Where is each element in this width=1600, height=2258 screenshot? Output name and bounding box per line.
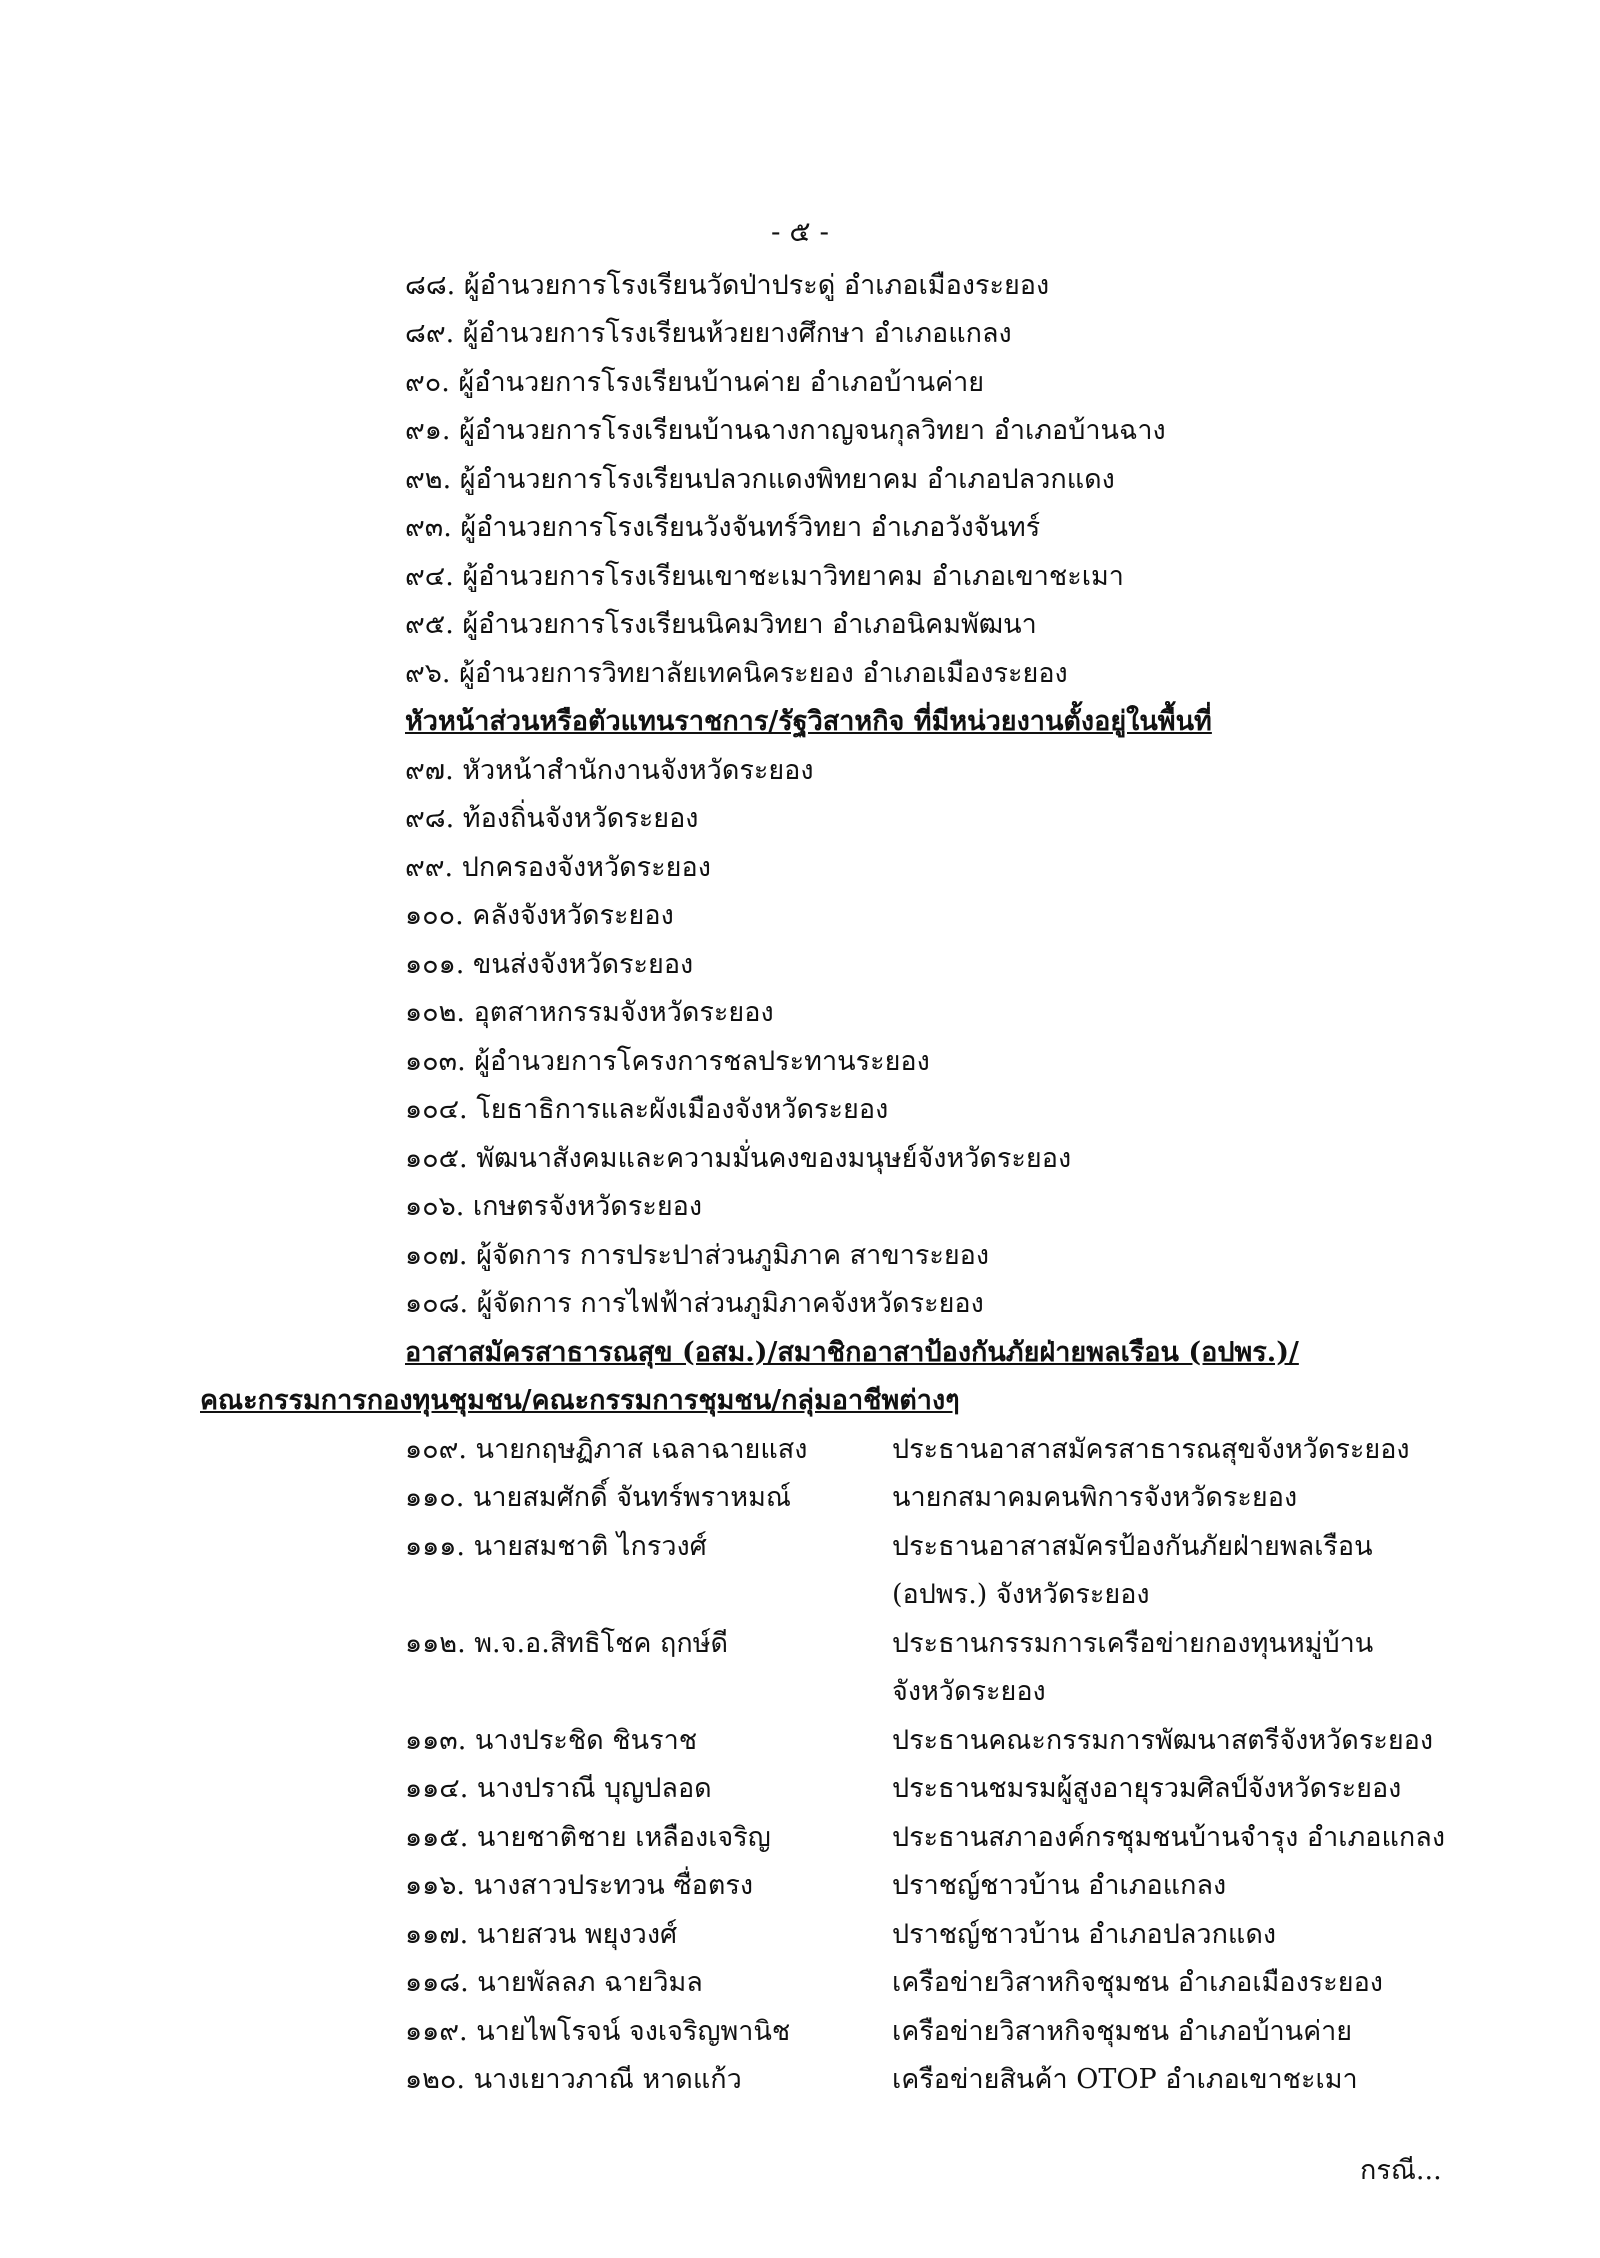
- member-role: เครือข่ายวิสาหกิจชุมชน อำเภอเมืองระยอง: [892, 1967, 1383, 1998]
- list-item: ๘๙. ผู้อำนวยการโรงเรียนห้วยยางศึกษา อำเภอแกลง: [405, 318, 1012, 349]
- page-number: - ๕ -: [771, 215, 829, 248]
- member-name: ๑๑๓. นางประชิด ชินราช: [405, 1725, 698, 1756]
- section-heading: หัวหน้าส่วนหรือตัวแทนราชการ/รัฐวิสาหกิจ ที่มีหน่วยงานตั้งอยู่ในพื้นที่: [405, 706, 1212, 737]
- member-name: ๑๑๔. นางปราณี บุญปลอด: [405, 1773, 712, 1804]
- member-role: ประธานอาสาสมัครสาธารณสุขจังหวัดระยอง: [892, 1434, 1410, 1465]
- member-role: นายกสมาคมคนพิการจังหวัดระยอง: [892, 1482, 1298, 1513]
- member-name: ๑๑๙. นายไพโรจน์ จงเจริญพานิช: [405, 2016, 791, 2047]
- list-item: ๙๘. ท้องถิ่นจังหวัดระยอง: [405, 803, 699, 834]
- member-name: ๑๑๐. นายสมศักดิ์ จันทร์พราหมณ์: [405, 1482, 791, 1513]
- continuation-footer: กรณี...: [1360, 2155, 1442, 2186]
- member-name: ๑๑๖. นางสาวประทวน ซื่อตรง: [405, 1870, 754, 1901]
- member-name: ๑๑๕. นายชาติชาย เหลืองเจริญ: [405, 1822, 771, 1853]
- list-item: ๙๐. ผู้อำนวยการโรงเรียนบ้านค่าย อำเภอบ้านค่าย: [405, 367, 985, 398]
- section-heading-continued: คณะกรรมการกองทุนชุมชน/คณะกรรมการชุมชน/กลุ่มอาชีพต่างๆ: [200, 1385, 960, 1416]
- list-item: ๘๘. ผู้อำนวยการโรงเรียนวัดป่าประดู่ อำเภอเมืองระยอง: [405, 270, 1050, 301]
- member-role: ประธานอาสาสมัครป้องกันภัยฝ่ายพลเรือน: [892, 1531, 1373, 1562]
- list-item: ๑๐๓. ผู้อำนวยการโครงการชลประทานระยอง: [405, 1046, 930, 1077]
- member-role: ประธานคณะกรรมการพัฒนาสตรีจังหวัดระยอง: [892, 1725, 1434, 1756]
- member-role: ประธานกรรมการเครือข่ายกองทุนหมู่บ้าน: [892, 1628, 1374, 1659]
- member-name: ๑๐๙. นายกฤษฏิภาส เฉลาฉายแสง: [405, 1434, 808, 1465]
- member-role: ปราชญ์ชาวบ้าน อำเภอปลวกแดง: [892, 1919, 1277, 1950]
- list-item: ๑๐๗. ผู้จัดการ การประปาส่วนภูมิภาค สาขาระยอง: [405, 1240, 990, 1271]
- list-item: ๑๐๔. โยธาธิการและผังเมืองจังหวัดระยอง: [405, 1094, 889, 1125]
- list-item: ๙๑. ผู้อำนวยการโรงเรียนบ้านฉางกาญจนกุลวิทยา อำเภอบ้านฉาง: [405, 415, 1166, 446]
- list-item: ๑๐๑. ขนส่งจังหวัดระยอง: [405, 949, 694, 980]
- list-item: ๙๕. ผู้อำนวยการโรงเรียนนิคมวิทยา อำเภอนิคมพัฒนา: [405, 609, 1037, 640]
- list-item: ๑๐๒. อุตสาหกรรมจังหวัดระยอง: [405, 997, 774, 1028]
- list-item: ๙๗. หัวหน้าสำนักงานจังหวัดระยอง: [405, 755, 814, 786]
- member-name: ๑๑๘. นายพัลลภ ฉายวิมล: [405, 1967, 703, 1998]
- member-role: เครือข่ายวิสาหกิจชุมชน อำเภอบ้านค่าย: [892, 2016, 1353, 2047]
- member-role-continued: (อปพร.) จังหวัดระยอง: [892, 1579, 1150, 1610]
- list-item: ๙๖. ผู้อำนวยการวิทยาลัยเทคนิคระยอง อำเภอเมืองระยอง: [405, 658, 1068, 689]
- member-name: ๑๒๐. นางเยาวภาณี หาดแก้ว: [405, 2064, 742, 2095]
- list-item: ๙๙. ปกครองจังหวัดระยอง: [405, 852, 711, 883]
- member-name: ๑๑๒. พ.จ.อ.สิทธิโชค ฤกษ์ดี: [405, 1628, 729, 1659]
- member-role: เครือข่ายสินค้า OTOP อำเภอเขาชะเมา: [892, 2064, 1358, 2095]
- list-item: ๙๓. ผู้อำนวยการโรงเรียนวังจันทร์วิทยา อำเภอวังจันทร์: [405, 512, 1041, 543]
- member-role: ประธานสภาองค์กรชุมชนบ้านจำรุง อำเภอแกลง: [892, 1822, 1445, 1853]
- member-role: ปราชญ์ชาวบ้าน อำเภอแกลง: [892, 1870, 1227, 1901]
- list-item: ๑๐๕. พัฒนาสังคมและความมั่นคงของมนุษย์จังหวัดระยอง: [405, 1143, 1072, 1174]
- member-role-continued: จังหวัดระยอง: [892, 1676, 1046, 1707]
- list-item: ๑๐๘. ผู้จัดการ การไฟฟ้าส่วนภูมิภาคจังหวัดระยอง: [405, 1288, 984, 1319]
- section-heading: อาสาสมัครสาธารณสุข (อสม.)/สมาชิกอาสาป้องกันภัยฝ่ายพลเรือน (อปพร.)/: [405, 1337, 1299, 1368]
- list-item: ๙๔. ผู้อำนวยการโรงเรียนเขาชะเมาวิทยาคม อำเภอเขาชะเมา: [405, 561, 1124, 592]
- member-role: ประธานชมรมผู้สูงอายุรวมศิลป์จังหวัดระยอง: [892, 1773, 1402, 1804]
- member-name: ๑๑๑. นายสมชาติ ไกรวงศ์: [405, 1531, 707, 1562]
- member-name: ๑๑๗. นายสวน พยุงวงศ์: [405, 1919, 678, 1950]
- list-item: ๑๐๐. คลังจังหวัดระยอง: [405, 900, 674, 931]
- list-item: ๙๒. ผู้อำนวยการโรงเรียนปลวกแดงพิทยาคม อำเภอปลวกแดง: [405, 464, 1115, 495]
- list-item: ๑๐๖. เกษตรจังหวัดระยอง: [405, 1191, 703, 1222]
